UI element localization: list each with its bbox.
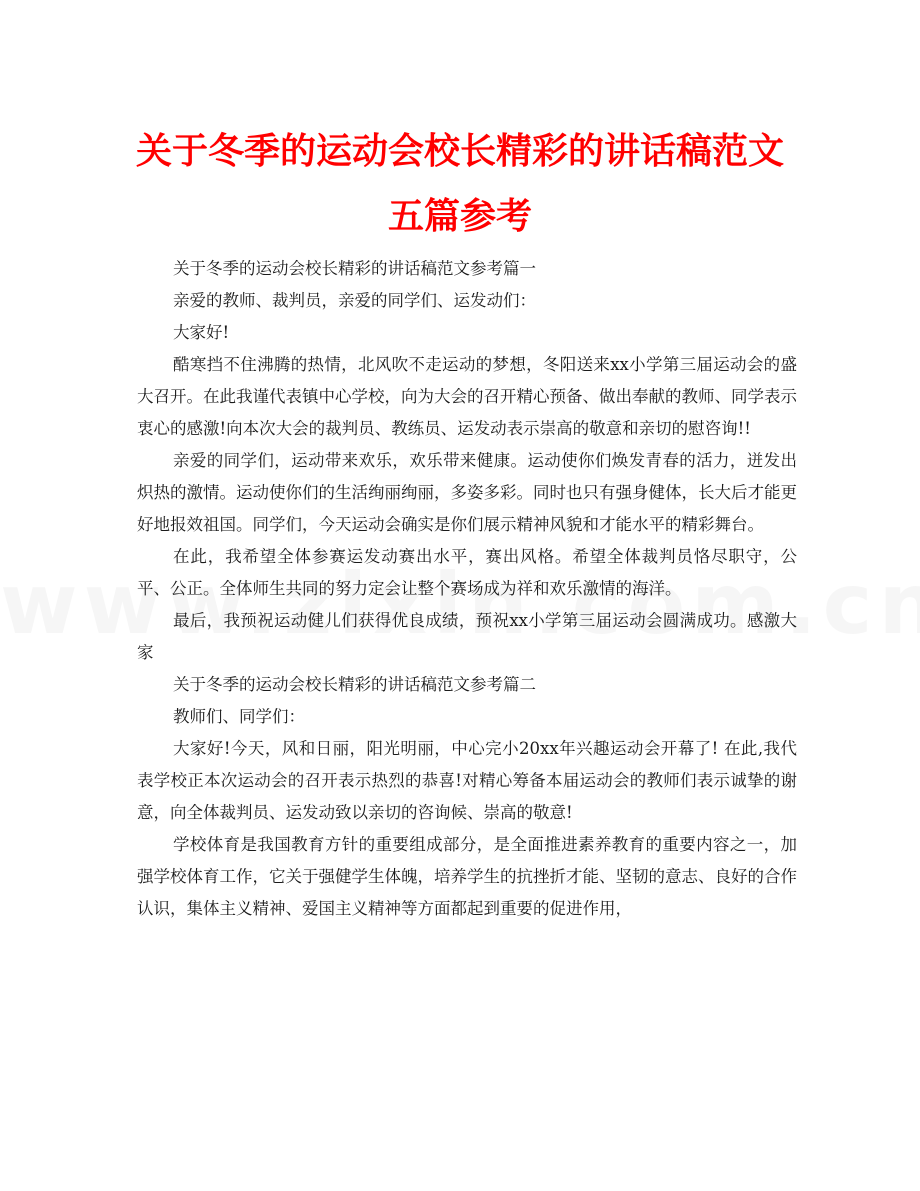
body-paragraph: 学校体育是我国教育方针的重要组成部分，是全面推进素养教育的重要内容之一，加强学校体育工作，它关于强健学生体魄，培养学生的抗挫折才能、坚韧的意志、良好的合作认识，集体主义精神、爱国主义精神等方面都起到重要的促进作用， <box>137 835 797 918</box>
body-paragraph: 酷寒挡不住沸腾的热情，北风吹不走运动的梦想，冬阳送来xx小学第三届运动会的盛大召开。在此我谨代表镇中心学校，向为大会的召开精心预备、做出奉献的教师、同学表示衷心的感激!向本次大会的裁判员、教练员、运发动表示崇高的敬意和亲切的慰咨询!! <box>137 355 797 438</box>
document-body <box>137 253 797 925</box>
document-title-line-2: 五篇参考 <box>387 196 532 237</box>
body-paragraph: 亲爱的同学们，运动带来欢乐，欢乐带来健康。运动使你们焕发青春的活力，迸发出炽热的激情。运动使你们的生活绚丽绚丽，多姿多彩。同时也只有强身健体，长大后才能更好地报效祖国。同学们，今天运动会确实是你们展示精神风貌和才能水平的精彩舞台。 <box>137 451 797 534</box>
body-paragraph: 在此，我希望全体参赛运发动赛出水平，赛出风格。希望全体裁判员恪尽职守，公平、公正。全体师生共同的努力定会让整个赛场成为祥和欢乐激情的海洋。 <box>137 547 797 598</box>
body-paragraph: 大家好!今天，风和日丽，阳光明丽，中心完小20xx年兴趣运动会开幕了! 在此,我代表学校正本次运动会的召开表示热烈的恭喜!对精心筹备本届运动会的教师们表示诚挚的谢意，向全体裁判员、运发动致以亲切的咨询候、崇高的敬意! <box>137 739 797 822</box>
body-paragraph: 最后，我预祝运动健儿们获得优良成绩，预祝xx小学第三届运动会圆满成功。感激大家 <box>137 611 797 662</box>
document-title-line-1: 关于冬季的运动会校长精彩的讲话稿范文 <box>135 131 784 172</box>
greeting: 大家好! <box>173 323 230 342</box>
salutation: 亲爱的教师、裁判员，亲爱的同学们、运发动们： <box>173 291 536 310</box>
section-heading-2: 关于冬季的运动会校长精彩的讲话稿范文参考篇二 <box>173 675 536 694</box>
section-heading-1: 关于冬季的运动会校长精彩的讲话稿范文参考篇一 <box>173 259 536 278</box>
salutation: 教师们、同学们： <box>173 707 305 726</box>
